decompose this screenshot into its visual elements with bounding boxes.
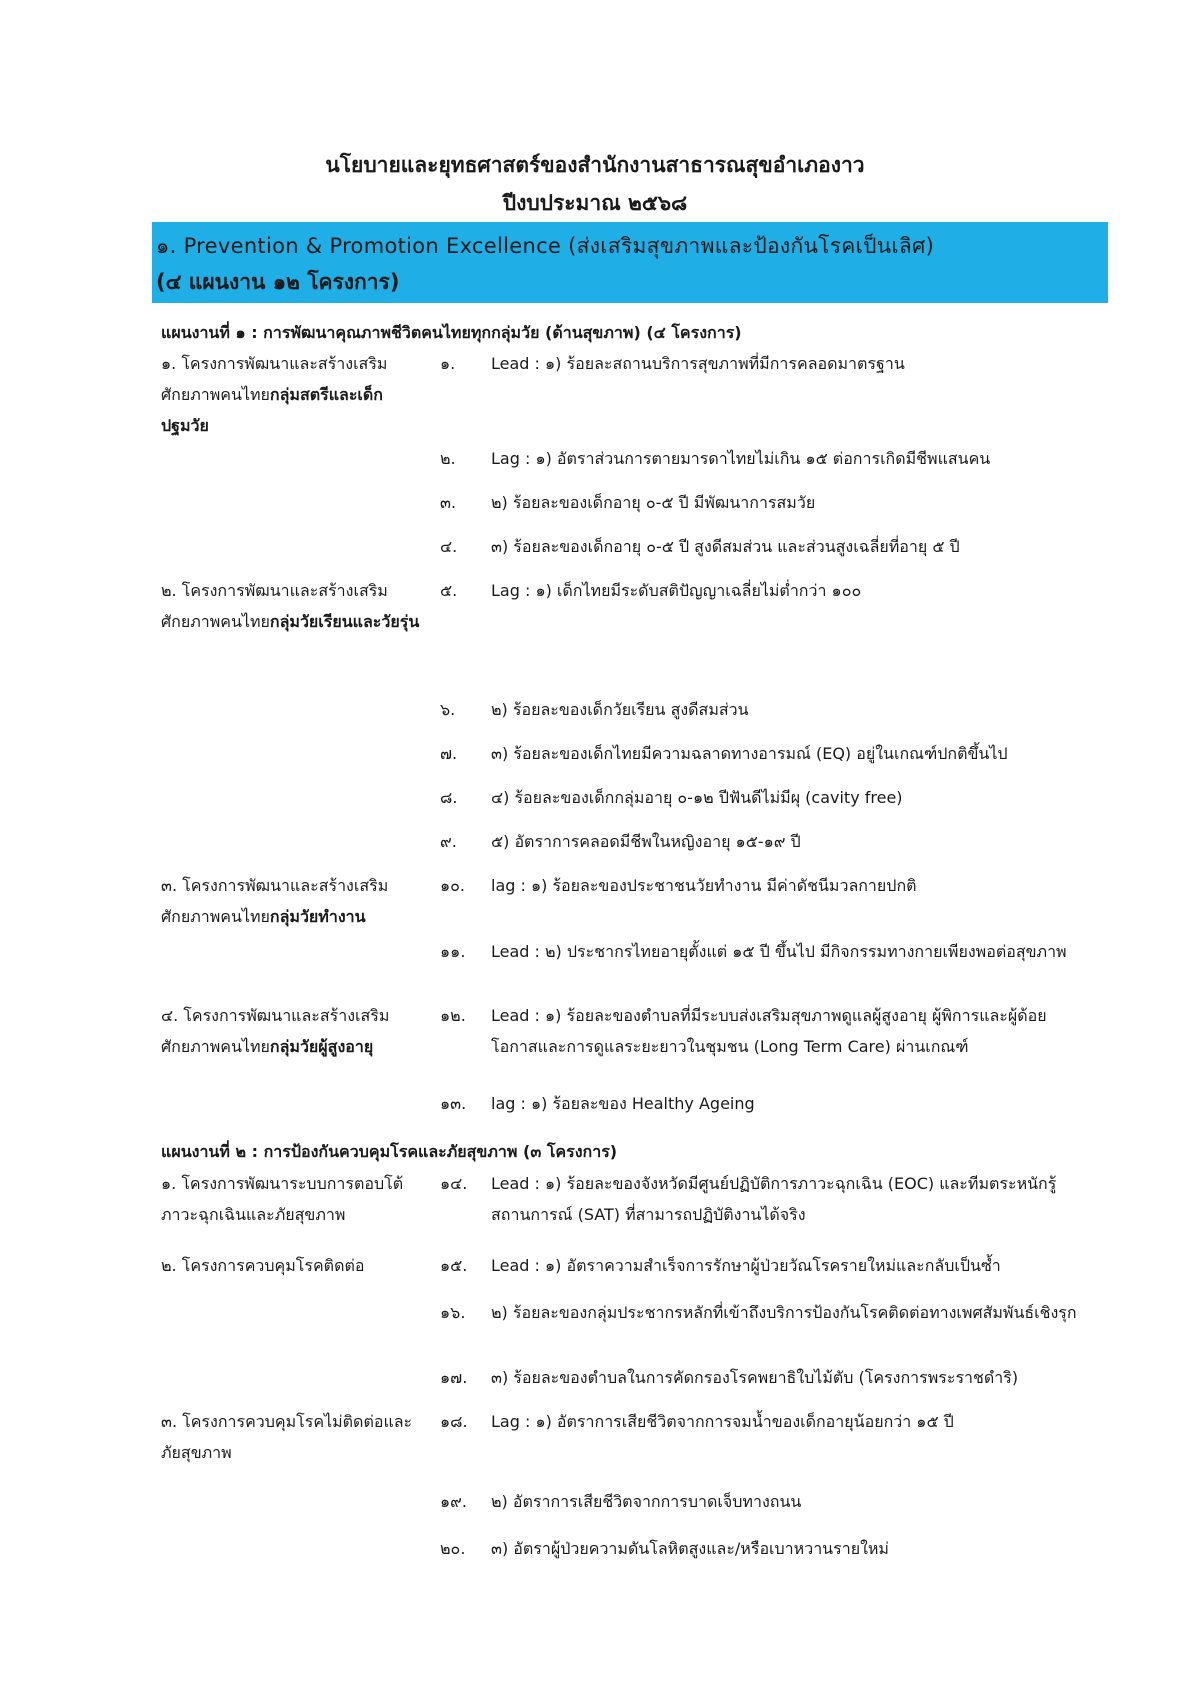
kpi-text: ๓) อัตราผู้ป่วยความดันโลหิตสูงและ/หรือเบาหวานรายใหม่ — [491, 1539, 889, 1558]
title-line-2: ปีงบประมาณ ๒๕๖๘ — [502, 191, 688, 215]
project-target-group: กลุ่มสตรีและเด็กปฐมวัย — [161, 385, 383, 435]
kpi-text: ๓) ร้อยละของตำบลในการคัดกรองโรคพยาธิใบไม้ตับ (โครงการพระราชดำริ) — [491, 1368, 1019, 1387]
project-1-2 — [161, 575, 426, 637]
kpi-number: ๑๙. — [440, 1492, 467, 1511]
kpi-text: ๒) ร้อยละของกลุ่มประชากรหลักที่เข้าถึงบริการป้องกันโรคติดต่อทางเพศสัมพันธ์เชิงรุก — [491, 1303, 1077, 1322]
kpi-text: lag : ๑) ร้อยละของ Healthy Ageing — [491, 1094, 755, 1113]
kpi-number: ๑๖. — [440, 1303, 466, 1322]
kpi-text: ๓) ร้อยละของเด็กอายุ ๐-๕ ปี สูงดีสมส่วน และส่วนสูงเฉลี่ยที่อายุ ๕ ปี — [491, 537, 960, 556]
project-1-1 — [161, 348, 426, 441]
kpi-number: ๑. — [440, 354, 456, 373]
kpi-number: ๑๑. — [440, 942, 466, 961]
kpi-number: ๑๘. — [440, 1412, 468, 1431]
document-title — [0, 146, 1190, 222]
kpi-number: ๑๗. — [440, 1368, 468, 1387]
project-2-1: ๑. โครงการพัฒนาระบบการตอบโต้ภาวะฉุกเฉินและภัยสุขภาพ — [161, 1174, 404, 1224]
kpi-number: ๕. — [440, 581, 458, 600]
project-label: ๑. โครงการพัฒนาและสร้างเสริมศักยภาพคนไทย — [161, 354, 388, 404]
kpi-text: ๒) ร้อยละของเด็กอายุ ๐-๕ ปี มีพัฒนาการสมวัย — [491, 493, 816, 512]
project-target-group: กลุ่มวัยเรียนและวัยรุ่น — [269, 612, 420, 631]
kpi-text: Lag : ๑) อัตราการเสียชีวิตจากการจมน้ำของเด็กอายุน้อยกว่า ๑๕ ปี — [491, 1412, 954, 1431]
kpi-text: Lag : ๑) อัตราส่วนการตายมารดาไทยไม่เกิน ๑๕ ต่อการเกิดมีชีพแสนคน — [491, 449, 991, 468]
project-label: ๔. โครงการพัฒนาและสร้างเสริมศักยภาพคนไทย — [161, 1006, 390, 1056]
kpi-number: ๙. — [440, 832, 457, 851]
kpi-number: ๓. — [440, 493, 457, 512]
kpi-number: ๔. — [440, 537, 458, 556]
kpi-text: ๕) อัตราการคลอดมีชีพในหญิงอายุ ๑๕-๑๙ ปี — [491, 832, 801, 851]
kpi-number: ๑๕. — [440, 1256, 468, 1275]
kpi-text: Lead : ๑) ร้อยละของตำบลที่มีระบบส่งเสริมสุขภาพดูแลผู้สูงอายุ ผู้พิการและผู้ด้อยโอกาสและการดูแลระยะยาวในชุมชน (Long Term Care) ผ่านเกณฑ์ — [491, 1006, 1047, 1056]
kpi-number: ๑๒. — [440, 1006, 466, 1025]
kpi-number: ๒. — [440, 449, 456, 468]
project-target-group: กลุ่มวัยทำงาน — [269, 907, 366, 926]
kpi-number: ๖. — [440, 700, 456, 719]
project-target-group: กลุ่มวัยผู้สูงอายุ — [269, 1037, 374, 1056]
banner-line-2: (๔ แผนงาน ๑๒ โครงการ) — [156, 270, 400, 294]
title-line-1: นโยบายและยุทธศาสตร์ของสำนักงานสาธารณสุขอำเภองาว — [325, 153, 865, 177]
project-label: ๒. โครงการพัฒนาและสร้างเสริมศักยภาพคนไทย — [161, 581, 388, 631]
kpi-number: ๑๔. — [440, 1174, 468, 1193]
project-1-4 — [161, 1000, 426, 1062]
kpi-text: lag : ๑) ร้อยละของประชาชนวัยทำงาน มีค่าดัชนีมวลกายปกติ — [491, 876, 917, 895]
plan-heading-1: แผนงานที่ ๑ : การพัฒนาคุณภาพชีวิตคนไทยทุกกลุ่มวัย (ด้านสุขภาพ) (๔ โครงการ) — [161, 323, 742, 342]
plan-heading-2: แผนงานที่ ๒ : การป้องกันควบคุมโรคและภัยสุขภาพ (๓ โครงการ) — [161, 1142, 618, 1161]
project-1-3 — [161, 870, 426, 932]
project-2-3: ๓. โครงการควบคุมโรคไม่ติดต่อและภัยสุขภาพ — [161, 1412, 413, 1462]
kpi-text: Lead : ๒) ประชากรไทยอายุตั้งแต่ ๑๕ ปี ขึ้นไป มีกิจกรรมทางกายเพียงพอต่อสุขภาพ — [491, 942, 1067, 961]
kpi-number: ๘. — [440, 788, 458, 807]
kpi-text: ๓) ร้อยละของเด็กไทยมีความฉลาดทางอารมณ์ (EQ) อยู่ในเกณฑ์ปกติขึ้นไป — [491, 744, 1008, 763]
banner-line-1: ๑. Prevention & Promotion Excellence (ส่งเสริมสุขภาพและป้องกันโรคเป็นเลิศ) — [156, 234, 935, 258]
kpi-text: ๔) ร้อยละของเด็กกลุ่มอายุ ๐-๑๒ ปีฟันดีไม่มีผุ (cavity free) — [491, 788, 903, 807]
kpi-number: ๒๐. — [440, 1539, 466, 1558]
kpi-text: Lead : ๑) ร้อยละสถานบริการสุขภาพที่มีการคลอดมาตรฐาน — [491, 354, 905, 373]
kpi-number: ๑๐. — [440, 876, 466, 895]
kpi-text: Lead : ๑) ร้อยละของจังหวัดมีศูนย์ปฏิบัติการภาวะฉุกเฉิน (EOC) และทีมตระหนักรู้สถานการณ์ (SAT) ที่สามารถปฏิบัติงานได้จริง — [491, 1174, 1057, 1224]
kpi-number: ๗. — [440, 744, 458, 763]
project-label: ๓. โครงการพัฒนาและสร้างเสริมศักยภาพคนไทย — [161, 876, 389, 926]
kpi-text: Lead : ๑) อัตราความสำเร็จการรักษาผู้ป่วยวัณโรครายใหม่และกลับเป็นซ้ำ — [491, 1256, 1001, 1275]
strategy-banner — [152, 222, 1108, 303]
kpi-text: ๒) อัตราการเสียชีวิตจากการบาดเจ็บทางถนน — [491, 1492, 802, 1511]
project-2-2: ๒. โครงการควบคุมโรคติดต่อ — [161, 1256, 365, 1275]
kpi-text: ๒) ร้อยละของเด็กวัยเรียน สูงดีสมส่วน — [491, 700, 749, 719]
kpi-number: ๑๓. — [440, 1094, 467, 1113]
kpi-text: Lag : ๑) เด็กไทยมีระดับสติปัญญาเฉลี่ยไม่ต่ำกว่า ๑๐๐ — [491, 581, 862, 600]
